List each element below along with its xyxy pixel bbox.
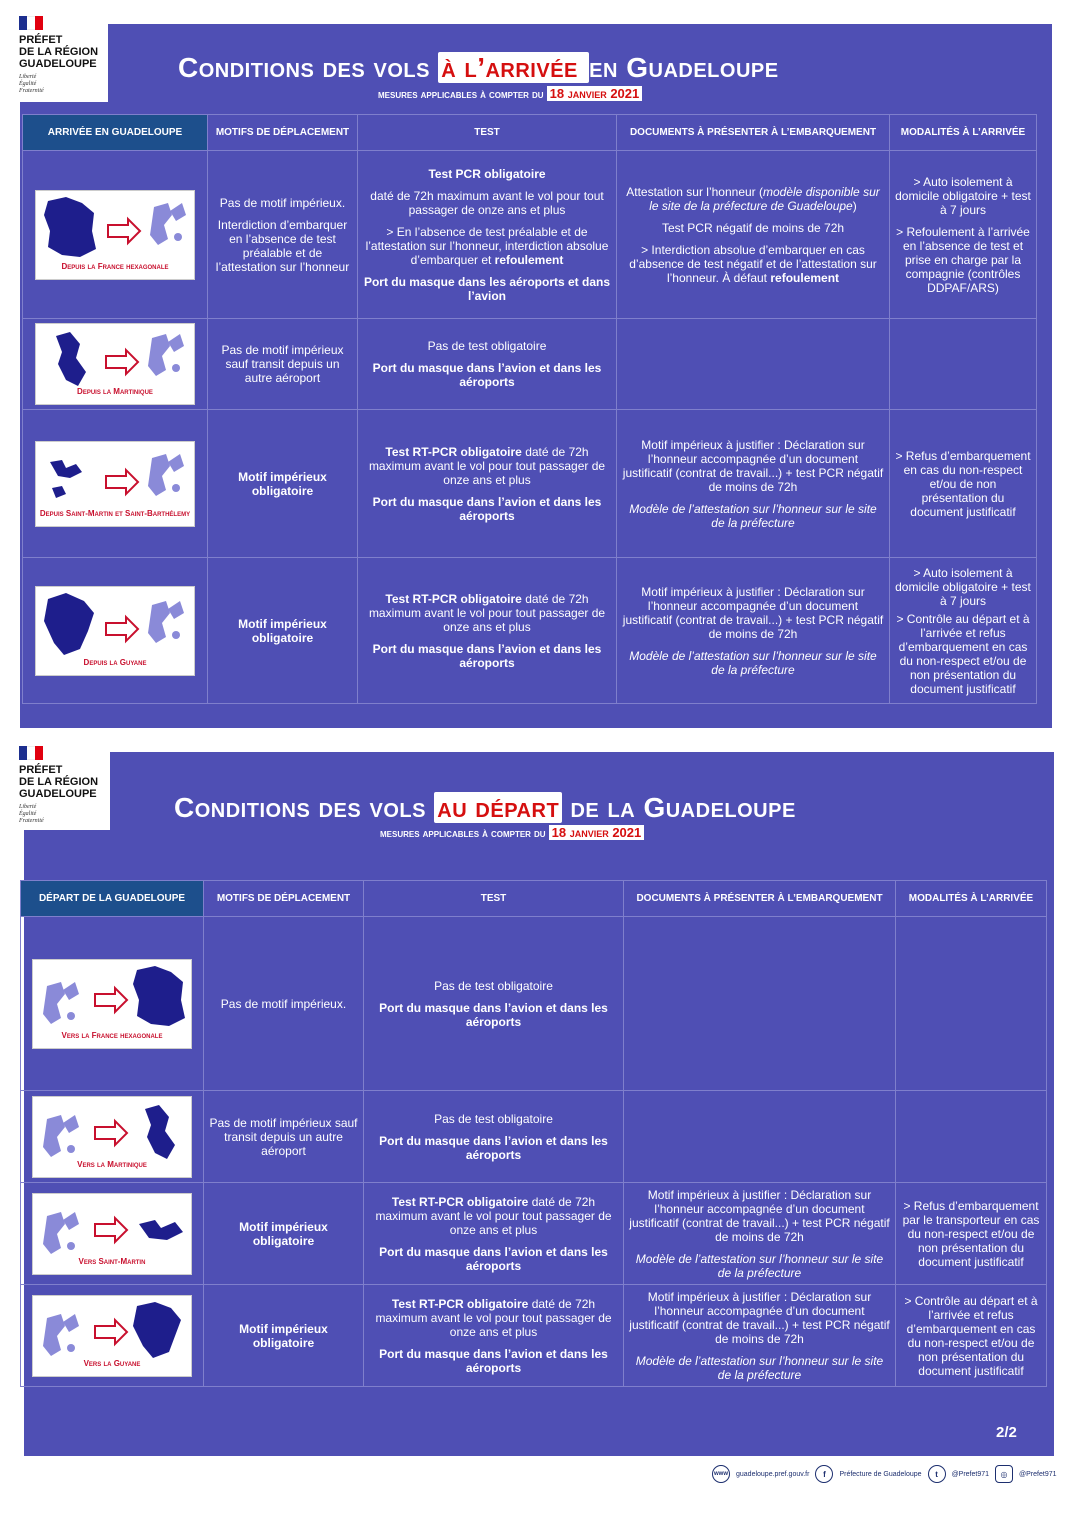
departure-title: Conditions des vols au départ de la Guadeloupe (174, 792, 796, 823)
page-number: 2/2 (996, 1424, 1017, 1441)
column-header: ARRIVÉE EN GUADELOUPE (23, 115, 208, 151)
arrival-terms-cell: > Refus d’embarquement en cas du non-respect et/ou de non présentation du document justificatif (890, 410, 1037, 558)
table-row (23, 319, 1037, 410)
documents-cell: Motif impérieux à justifier : Déclaration sur l’honneur accompagnée d’un document justificatif (contrat de travail...) + test PCR négatif de moins de 72h Modèle de l’attestation sur l’honneur sur le site de la préfecture (617, 558, 890, 704)
test-cell: Test RT-PCR obligatoire daté de 72h maximum avant le vol pour tout passager de onze ans et plus Port du masque dans l’avion et dans les aéroports (364, 1183, 624, 1285)
arrival-terms-cell: > Auto isolement à domicile obligatoire + test à 7 jours > Contrôle au départ et à l’arrivée et refus d’embarquement en cas du non-respect et/ou de non présentation du document justificatif (890, 558, 1037, 704)
arrival-terms-cell (896, 917, 1047, 1091)
test-cell: Pas de test obligatoire Port du masque dans l’avion et dans les aéroports (364, 1091, 624, 1183)
documents-cell (617, 319, 890, 410)
documents-cell: Motif impérieux à justifier : Déclaration sur l’honneur accompagnée d’un document justificatif (contrat de travail...) + test PCR négatif de moins de 72h Modèle de l’attestation sur l’honneur sur le site de la préfecture (624, 1183, 896, 1285)
motif-cell: Motif impérieux obligatoire (208, 410, 358, 558)
logo-text: PRÉFET DE LA RÉGION GUADELOUPE (19, 34, 99, 70)
motif-cell: Pas de motif impérieux. Interdiction d’embarquer en l’absence de test préalable et de l’attestation sur l’honneur (208, 151, 358, 319)
column-header: MODALITÉS À L’ARRIVÉE (890, 115, 1037, 151)
table-row (21, 1091, 1047, 1183)
map-cell (23, 151, 208, 319)
test-cell: Test RT-PCR obligatoire daté de 72h maximum avant le vol pour tout passager de onze ans et plus Port du masque dans l’avion et dans les aéroports (358, 558, 617, 704)
map-caption: Vers Saint-Martin (78, 1256, 146, 1266)
arrival-table (22, 114, 1037, 704)
arrival-terms-cell (896, 1091, 1047, 1183)
route-map (35, 323, 195, 405)
map-caption: Vers la Guyane (83, 1358, 141, 1368)
arrival-terms-cell: > Auto isolement à domicile obligatoire + test à 7 jours > Refoulement à l’arrivée en l’absence de test et prise en charge par la compagnie (contrôles DDPAF/ARS) (890, 151, 1037, 319)
documents-cell: Motif impérieux à justifier : Déclaration sur l’honneur accompagnée d’un document justificatif (contrat de travail...) + test PCR négatif de moins de 72h Modèle de l’attestation sur l’honneur sur le site de la préfecture (624, 1285, 896, 1387)
motif-cell: Pas de motif impérieux. (204, 917, 364, 1091)
test-cell: Test RT-PCR obligatoire daté de 72h maximum avant le vol pour tout passager de onze ans et plus Port du masque dans l’avion et dans les aéroports (358, 410, 617, 558)
map-cell (23, 558, 208, 704)
arrival-title: Conditions des vols à l’arrivée en Guadeloupe (178, 52, 779, 83)
instagram-icon[interactable]: ◎ (995, 1465, 1013, 1483)
map-caption: Depuis la France hexagonale (61, 261, 169, 271)
motif-cell: Motif impérieux obligatoire (204, 1183, 364, 1285)
map-cell (21, 917, 204, 1091)
test-cell: Pas de test obligatoire Port du masque dans l’avion et dans les aéroports (364, 917, 624, 1091)
column-header: MODALITÉS À L’ARRIVÉE (896, 881, 1047, 917)
prefecture-logo (10, 738, 110, 830)
motif-cell: Motif impérieux obligatoire (204, 1285, 364, 1387)
map-caption: Vers la France hexagonale (61, 1030, 163, 1040)
instagram-link[interactable]: @Prefet971 (1019, 1470, 1057, 1478)
map-caption: Depuis la Martinique (77, 387, 153, 396)
table-row (21, 1285, 1047, 1387)
departure-table (20, 880, 1047, 1387)
logo-motto: Liberté Égalité Fraternité (19, 804, 44, 824)
facebook-link[interactable]: Préfecture de Guadeloupe (839, 1470, 922, 1478)
french-flag-icon (19, 746, 43, 760)
facebook-icon[interactable]: f (815, 1465, 833, 1483)
map-cell (23, 319, 208, 410)
route-map (32, 1295, 192, 1377)
arrival-terms-cell (890, 319, 1037, 410)
map-cell (21, 1183, 204, 1285)
table-row (21, 917, 1047, 1091)
route-map (35, 441, 195, 527)
motif-cell: Pas de motif impérieux sauf transit depuis un autre aéroport (208, 319, 358, 410)
table-row (23, 558, 1037, 704)
documents-cell (624, 1091, 896, 1183)
documents-cell: Motif impérieux à justifier : Déclaration sur l’honneur accompagnée d’un document justificatif (contrat de travail...) + test PCR négatif de moins de 72h Modèle de l’attestation sur l’honneur sur le site de la préfecture (617, 410, 890, 558)
column-header: TEST (364, 881, 624, 917)
logo-text: PRÉFET DE LA RÉGION GUADELOUPE (19, 764, 99, 800)
route-map (32, 1096, 192, 1178)
test-cell: Test RT-PCR obligatoire daté de 72h maximum avant le vol pour tout passager de onze ans et plus Port du masque dans l’avion et dans les aéroports (364, 1285, 624, 1387)
prefecture-logo (10, 8, 108, 102)
column-header: DOCUMENTS À PRÉSENTER À L’EMBARQUEMENT (624, 881, 896, 917)
test-cell: Test PCR obligatoire daté de 72h maximum avant le vol pour tout passager de onze ans et plus > En l’absence de test préalable et de l’attestation sur l’honneur, interdiction absolue d’embarquer et refoulement Port du masque dans les aéroports et dans l’avion (358, 151, 617, 319)
globe-icon: www (712, 1465, 730, 1483)
route-map (35, 190, 195, 280)
documents-cell (624, 917, 896, 1091)
motif-cell: Pas de motif impérieux sauf transit depuis un autre aéroport (204, 1091, 364, 1183)
column-header: TEST (358, 115, 617, 151)
footer-social (712, 1462, 1057, 1486)
table-row (21, 1183, 1047, 1285)
motif-cell: Motif impérieux obligatoire (208, 558, 358, 704)
route-map (32, 959, 192, 1049)
map-caption: Vers la Martinique (77, 1159, 147, 1169)
twitter-link[interactable]: @Prefet971 (951, 1470, 990, 1478)
route-map (32, 1193, 192, 1275)
logo-motto: Liberté Égalité Fraternité (19, 74, 44, 94)
column-header: MOTIFS DE DÉPLACEMENT (208, 115, 358, 151)
map-cell (23, 410, 208, 558)
table-header-row (23, 115, 1037, 151)
column-header: MOTIFS DE DÉPLACEMENT (204, 881, 364, 917)
column-header: DOCUMENTS À PRÉSENTER À L’EMBARQUEMENT (617, 115, 890, 151)
french-flag-icon (19, 16, 43, 30)
map-cell (21, 1091, 204, 1183)
twitter-icon[interactable]: t (928, 1465, 946, 1483)
column-header: DÉPART DE LA GUADELOUPE (21, 881, 204, 917)
route-map (35, 586, 195, 676)
map-cell (21, 1285, 204, 1387)
arrival-terms-cell: > Contrôle au départ et à l’arrivée et refus d’embarquement en cas du non-respect et/ou de non présentation du document justificatif (896, 1285, 1047, 1387)
map-caption: Depuis Saint-Martin et Saint-Barthélemy (39, 508, 191, 518)
table-row (23, 410, 1037, 558)
arrival-terms-cell: > Refus d’embarquement par le transporteur en cas du non-respect et/ou de non présentation du document justificatif (896, 1183, 1047, 1285)
table-row (23, 151, 1037, 319)
departure-subtitle: mesures applicables à compter du 18 janvier 2021 (380, 825, 644, 840)
map-caption: Depuis la Guyane (83, 657, 147, 667)
documents-cell: Attestation sur l’honneur (modèle disponible sur le site de la préfecture de Guadeloupe) Test PCR négatif de moins de 72h > Interdiction absolue d’embarquer en cas d’absence de test négatif et de l’attestation sur l’honneur. À défaut refoulement (617, 151, 890, 319)
test-cell: Pas de test obligatoire Port du masque dans l’avion et dans les aéroports (358, 319, 617, 410)
arrival-subtitle: mesures applicables à compter du 18 janvier 2021 (378, 86, 642, 101)
table-header-row (21, 881, 1047, 917)
website-link[interactable]: guadeloupe.pref.gouv.fr (736, 1470, 810, 1478)
